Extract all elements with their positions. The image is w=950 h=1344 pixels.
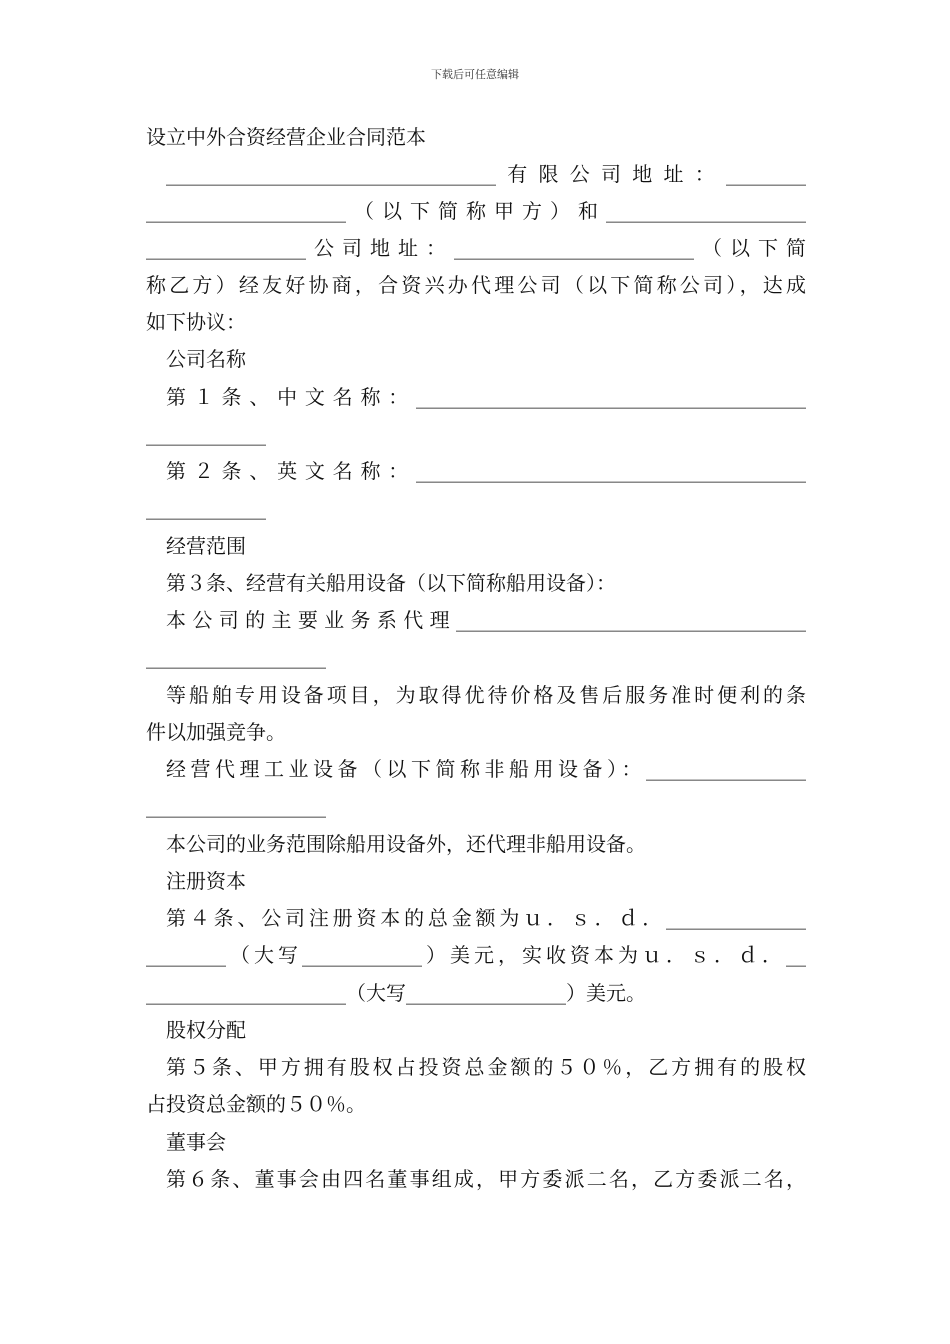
section-heading: 公司名称 [166, 347, 246, 371]
section-heading: 董事会 [166, 1130, 226, 1154]
blank-line: ____________ [146, 422, 266, 446]
blank-line: __________________ [146, 645, 326, 669]
paragraph-line: 称乙方）经友好协商，合资兴办代理公司（以下简称公司），达成 [146, 273, 806, 297]
paragraph-line: 等船舶专用设备项目，为取得优待价格及售后服务准时便利的条 [166, 683, 806, 707]
paragraph-line: 经营代理工业设备（以下简称非船用设备）：________________ [166, 757, 806, 781]
paragraph-line: 如下协议： [146, 310, 246, 334]
document-title: 设立中外合资经营企业合同范本 [146, 125, 426, 149]
paragraph-line: ____________________（大写________________）美元。 [146, 981, 646, 1005]
section-heading: 股权分配 [166, 1018, 246, 1042]
article-line: 第２条、英文名称：_______________________________________ [166, 459, 806, 483]
paragraph-line: ________________公司地址：________________________（以下简 [146, 236, 806, 260]
paragraph-line: _________________________________有限公司地址：________ [166, 162, 806, 186]
paragraph-line: 本公司的主要业务系代理___________________________________ [166, 608, 806, 632]
blank-line: __________________ [146, 794, 326, 818]
paragraph-line: ____________________（以下简称甲方）和____________________ [146, 199, 806, 223]
article-line: 第３条、经营有关船用设备（以下简称船用设备）： [166, 571, 616, 595]
article-line: 第６条、董事会由四名董事组成，甲方委派二名，乙方委派二名， [166, 1167, 806, 1191]
paragraph-line: ________（大写____________）美元，实收资本为ｕ．ｓ．ｄ．__ [146, 943, 806, 967]
paragraph-line: 本公司的业务范围除船用设备外，还代理非船用设备。 [166, 832, 646, 856]
article-line: 第１条、中文名称：_______________________________________ [166, 385, 806, 409]
page-header: 下载后可任意编辑 [431, 68, 519, 81]
section-heading: 注册资本 [166, 869, 246, 893]
article-line: 第５条、甲方拥有股权占投资总金额的５０％，乙方拥有的股权 [166, 1055, 806, 1079]
paragraph-line: 件以加强竞争。 [146, 720, 286, 744]
paragraph-line: 占投资总金额的５０％。 [146, 1092, 366, 1116]
section-heading: 经营范围 [166, 534, 246, 558]
article-line: 第４条、公司注册资本的总金额为ｕ．ｓ．ｄ．______________ [166, 906, 806, 930]
blank-line: ____________ [146, 496, 266, 520]
